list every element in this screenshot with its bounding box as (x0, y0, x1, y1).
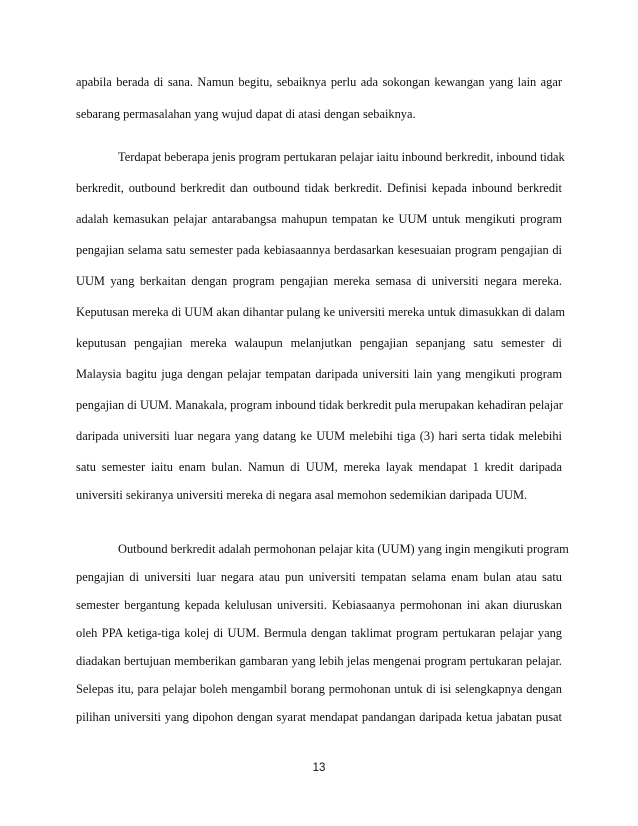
text-line: keputusan pengajian mereka walaupun melanjutkan pengajian sepanjang satu semester di (76, 336, 562, 350)
text-line: pengajian di UUM. Manakala, program inbound tidak berkredit pula merupakan kehadiran pelajar (76, 398, 563, 412)
text-line: oleh PPA ketiga-tiga kolej di UUM. Bermula dengan taklimat program pertukaran pelajar yang (76, 626, 562, 640)
text-line: Keputusan mereka di UUM akan dihantar pulang ke universiti mereka untuk dimasukkan di dalam (76, 305, 565, 319)
text-line: berkredit, outbound berkredit dan outbound tidak berkredit. Definisi kepada inbound berkredit (76, 181, 562, 195)
text-line: pengajian selama satu semester pada kebiasaannya berdasarkan kesesuaian program pengajian di (76, 243, 562, 257)
text-line: diadakan bertujuan memberikan gambaran yang lebih jelas mengenai program pertukaran pelajar. (76, 654, 562, 668)
text-line: pilihan universiti yang dipohon dengan syarat mendapat pandangan daripada ketua jabatan pusat (76, 710, 562, 724)
text-line: UUM yang berkaitan dengan program pengajian mereka semasa di universiti negara mereka. (76, 274, 562, 288)
text-line: satu semester iaitu enam bulan. Namun di UUM, mereka layak mendapat 1 kredit daripada (76, 460, 562, 474)
text-line: Terdapat beberapa jenis program pertukaran pelajar iaitu inbound berkredit, inbound tidak (118, 150, 565, 164)
text-line: adalah kemasukan pelajar antarabangsa mahupun tempatan ke UUM untuk mengikuti program (76, 212, 562, 226)
text-line: sebarang permasalahan yang wujud dapat di atasi dengan sebaiknya. (76, 107, 416, 121)
text-line: pengajian di universiti luar negara atau pun universiti tempatan selama enam bulan atau satu (76, 570, 562, 584)
text-line: Outbound berkredit adalah permohonan pelajar kita (UUM) yang ingin mengikuti program (118, 542, 569, 556)
text-line: apabila berada di sana. Namun begitu, sebaiknya perlu ada sokongan kewangan yang lain agar (76, 75, 562, 89)
text-line: daripada universiti luar negara yang datang ke UUM melebihi tiga (3) hari serta tidak melebihi (76, 429, 562, 443)
page-number: 13 (312, 762, 326, 774)
text-line: semester bergantung kepada kelulusan universiti. Kebiasaanya permohonan ini akan diuruskan (76, 598, 562, 612)
text-line: universiti sekiranya universiti mereka di negara asal memohon sedemikian daripada UUM. (76, 488, 528, 502)
text-line: Malaysia bagitu juga dengan pelajar tempatan daripada universiti lain yang mengikuti program (76, 367, 562, 381)
text-line: Selepas itu, para pelajar boleh mengambil borang permohonan untuk di isi selengkapnya dengan (76, 682, 562, 696)
